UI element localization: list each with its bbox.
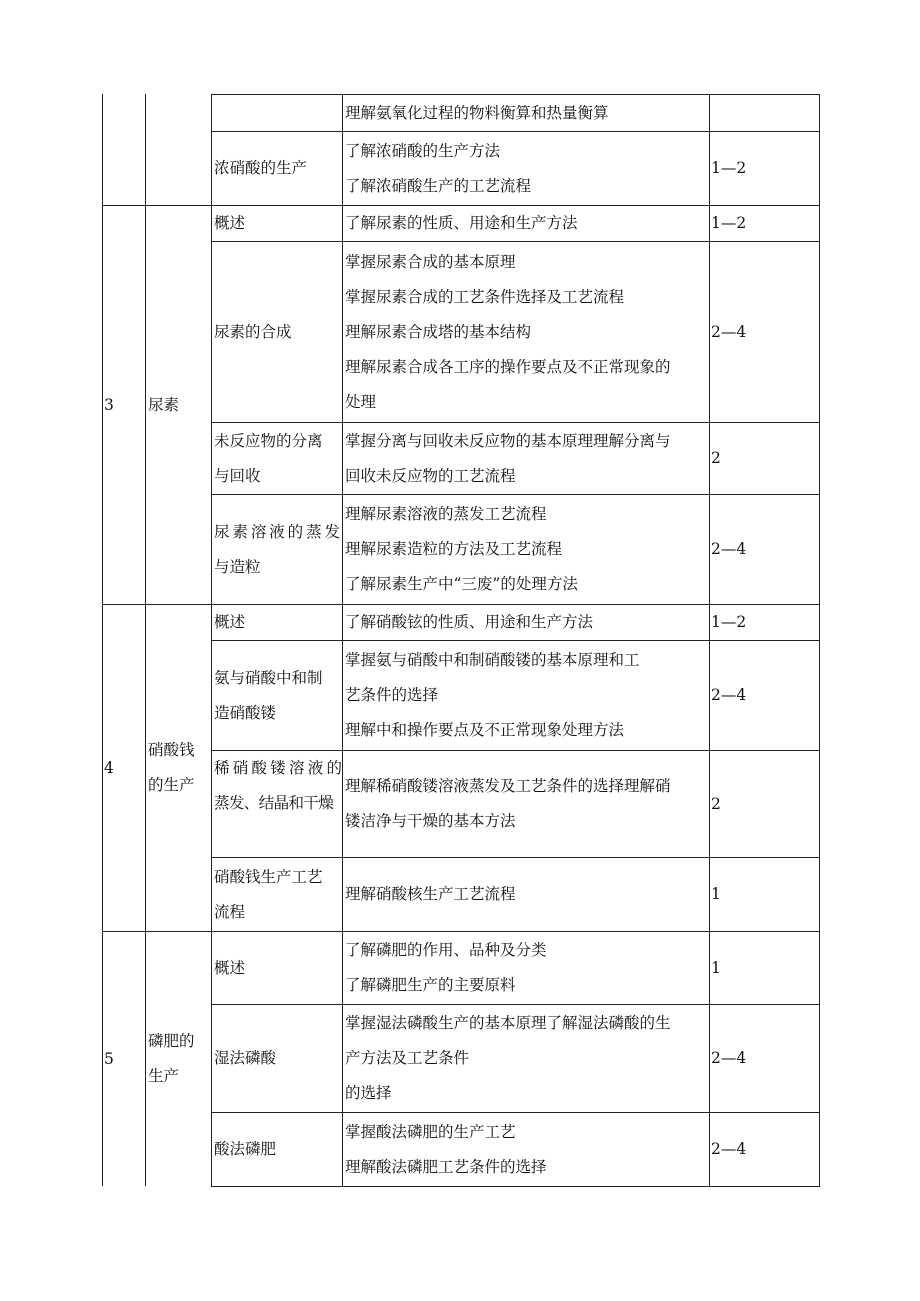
hours-cell: 1 [711, 885, 721, 903]
content-cell: 理解尿素溶液的蒸发工艺流程 理解尿素造粒的方法及工艺流程 了解尿素生产中“三废”的处理方法 [345, 505, 578, 593]
section-number: 5 [104, 1049, 114, 1068]
section-number: 4 [104, 758, 114, 777]
topic-cell: 湿法磷酸 [214, 1049, 277, 1067]
hours-cell: 2 [711, 449, 721, 467]
hours-cell: 2—4 [711, 540, 747, 558]
hours-cell: 2—4 [711, 322, 747, 341]
content-cell: 了解硝酸铉的性质、用途和生产方法 [345, 613, 594, 631]
topic-cell: 概述 [214, 613, 246, 631]
rule [211, 94, 212, 1187]
section-name: 尿素 [148, 395, 180, 414]
content-cell: 理解氨氧化过程的物料衡算和热量衡算 [345, 104, 609, 122]
content-cell: 了解浓硝酸的生产方法 了解浓硝酸生产的工艺流程 [345, 141, 532, 195]
content-cell: 理解稀硝酸镂溶液蒸发及工艺条件的选择理解硝 镂洁净与干燥的基本方法 [345, 777, 671, 830]
section-number: 3 [104, 395, 114, 414]
content-cell: 掌握尿素合成的基本原理 掌握尿素合成的工艺条件选择及工艺流程 理解尿素合成塔的基本结构 理解尿素合成各工序的操作要点及不正常现象的 处理 [345, 252, 671, 411]
section-name: 硝酸钱 的生产 [148, 741, 195, 794]
topic-cell: 概述 [214, 214, 246, 232]
topic-cell: 硝酸钱生产工艺 流程 [214, 867, 323, 921]
topic-cell: 氨与硝酸中和制 造硝酸镂 [214, 668, 323, 722]
hours-cell: 2—4 [711, 1140, 747, 1158]
rule [145, 94, 146, 1186]
content-cell: 理解硝酸核生产工艺流程 [345, 885, 516, 903]
hours-cell: 2 [711, 794, 721, 813]
rule [819, 94, 820, 1187]
topic-cell: 未反应物的分离 与回收 [214, 431, 323, 485]
topic-cell: 尿素溶液的蒸发 与造粒 [214, 522, 340, 576]
topic-cell: 稀硝酸镂溶液的 蒸发、结晶和干燥 [214, 759, 342, 812]
content-cell: 掌握湿法磷酸生产的基本原理了解湿法磷酸的生 产方法及工艺条件 的选择 [345, 1014, 671, 1102]
hours-cell: 1—2 [711, 214, 747, 232]
content-cell: 了解尿素的性质、用途和生产方法 [345, 214, 578, 232]
topic-cell: 酸法磷肥 [214, 1140, 277, 1158]
hours-cell: 1—2 [711, 159, 747, 177]
rule [342, 94, 343, 1187]
rule [709, 94, 710, 1187]
topic-cell: 尿素的合成 [214, 322, 292, 341]
content-cell: 掌握酸法磷肥的生产工艺 理解酸法磷肥工艺条件的选择 [345, 1122, 547, 1176]
section-name: 磷肥的 生产 [148, 1032, 195, 1085]
content-cell: 掌握分离与回收未反应物的基本原理理解分离与 回收未反应物的工艺流程 [345, 431, 671, 485]
hours-cell: 1 [711, 958, 721, 977]
topic-cell: 概述 [214, 958, 246, 977]
topic-cell: 浓硝酸的生产 [214, 159, 308, 177]
content-cell: 了解磷肥的作用、品种及分类 了解磷肥生产的主要原料 [345, 941, 547, 994]
rule [102, 94, 103, 1186]
hours-cell: 2—4 [711, 686, 747, 704]
hours-cell: 2—4 [711, 1049, 747, 1067]
content-cell: 掌握氨与硝酸中和制硝酸镂的基本原理和工 艺条件的选择 理解中和操作要点及不正常现象处理方法 [345, 651, 640, 739]
hours-cell: 1—2 [711, 613, 747, 631]
rule [211, 1186, 820, 1187]
